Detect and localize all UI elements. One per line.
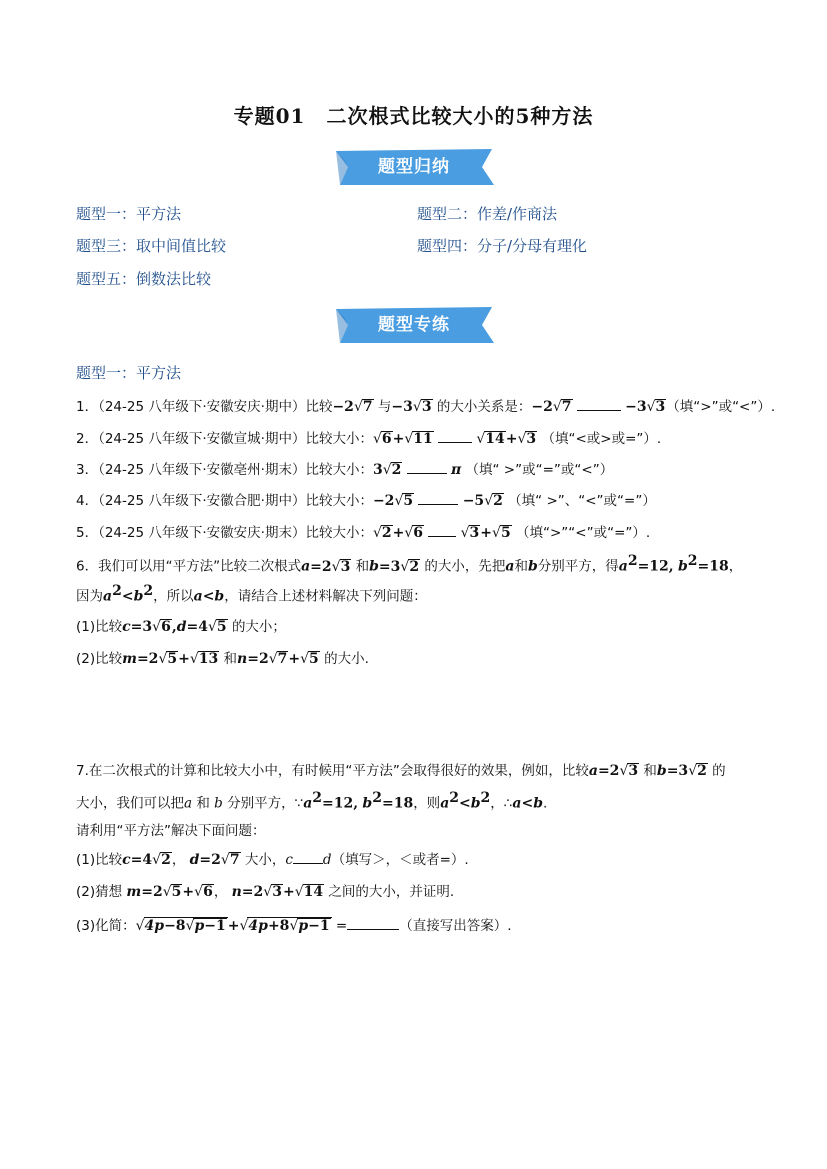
question-7-line-1: 7.在二次根式的计算和比较大小中，有时候用“平方法”会取得很好的效果，例如，比较a=2√3 和b=3√2 的 — [76, 763, 726, 779]
category-1: 题型一：平方法 — [76, 205, 182, 223]
answer-blank[interactable] — [438, 430, 472, 443]
question-1: 1．（24-25 八年级下·安徽安庆·期中）比较−2√7 与−3√3 的大小关系是：−2√7 −3√3（填“>”或“<”）. — [76, 399, 776, 415]
banner-type-summary — [332, 147, 496, 187]
page-title: 专题01 二次根式比较大小的5种方法 — [233, 104, 594, 128]
category-4: 题型四：分子/分母有理化 — [417, 237, 588, 255]
answer-blank[interactable] — [428, 524, 456, 537]
question-6-part-1: (1)比较c=3√6,d=4√5 的大小； — [76, 619, 286, 635]
question-4: 4．（24-25 八年级下·安徽合肥·期中）比较大小：−2√5 −5√2 （填“ >”、“<”或“=”） — [76, 493, 656, 509]
question-7-line-2: 大小，我们可以把a 和 b 分别平方，$\because a^2=12$, $b^2=18$，则$a^2<b^2$，∴a<b. — [76, 790, 548, 812]
answer-blank[interactable] — [418, 492, 458, 505]
answer-blank[interactable] — [347, 917, 399, 930]
answer-blank[interactable] — [407, 461, 447, 474]
question-7-part-1: (1)比较c=4√2， d=2√7 大小，c d（填写＞，＜或者=）. — [76, 852, 469, 868]
category-5: 题型五：倒数法比较 — [76, 270, 212, 288]
question-7-line-3: 请利用“平方法”解决下面问题： — [76, 823, 266, 839]
banner-label: 题型专练 — [378, 315, 450, 335]
question-5: 5．（24-25 八年级下·安徽安庆·期末）比较大小：√2+√6 √3+√5 （填“>”“<”或“=”）. — [76, 525, 651, 541]
answer-blank[interactable] — [293, 851, 323, 864]
question-2: 2．（24-25 八年级下·安徽宣城·期中）比较大小：√6+√11 √14+√3 （填“<或>或=”）. — [76, 431, 662, 447]
category-2: 题型二：作差/作商法 — [417, 205, 558, 223]
category-3: 题型三：取中间值比较 — [76, 237, 227, 255]
question-7-part-2: (2)猜想 m=2√5+√6， n=2√3+√14 之间的大小，并证明. — [76, 884, 455, 900]
question-7-part-3: (3)化简：√4p−8√p−1 +√4p+8√p−1 = （直接写出答案）. — [76, 918, 512, 934]
section-heading: 题型一：平方法 — [76, 364, 182, 382]
question-6-line-2: 因为$a^2<b^2$，所以a<b，请结合上述材料解决下列问题： — [76, 583, 427, 605]
question-3: 3．（24-25 八年级下·安徽亳州·期末）比较大小：3√2 π （填“ >”或“=”或“<”） — [76, 462, 614, 478]
question-6-part-2: (2)比较m=2√5+√13 和n=2√7+√5 的大小. — [76, 651, 369, 667]
banner-type-practice — [332, 305, 496, 345]
answer-blank[interactable] — [577, 398, 621, 411]
question-6-line-1: 6．我们可以用“平方法”比较二次根式a=2√3 和b=3√2 的大小，先把a和b分别平方，得$a^2=12$, $b^2=18$， — [76, 553, 743, 575]
banner-label: 题型归纳 — [378, 157, 450, 177]
